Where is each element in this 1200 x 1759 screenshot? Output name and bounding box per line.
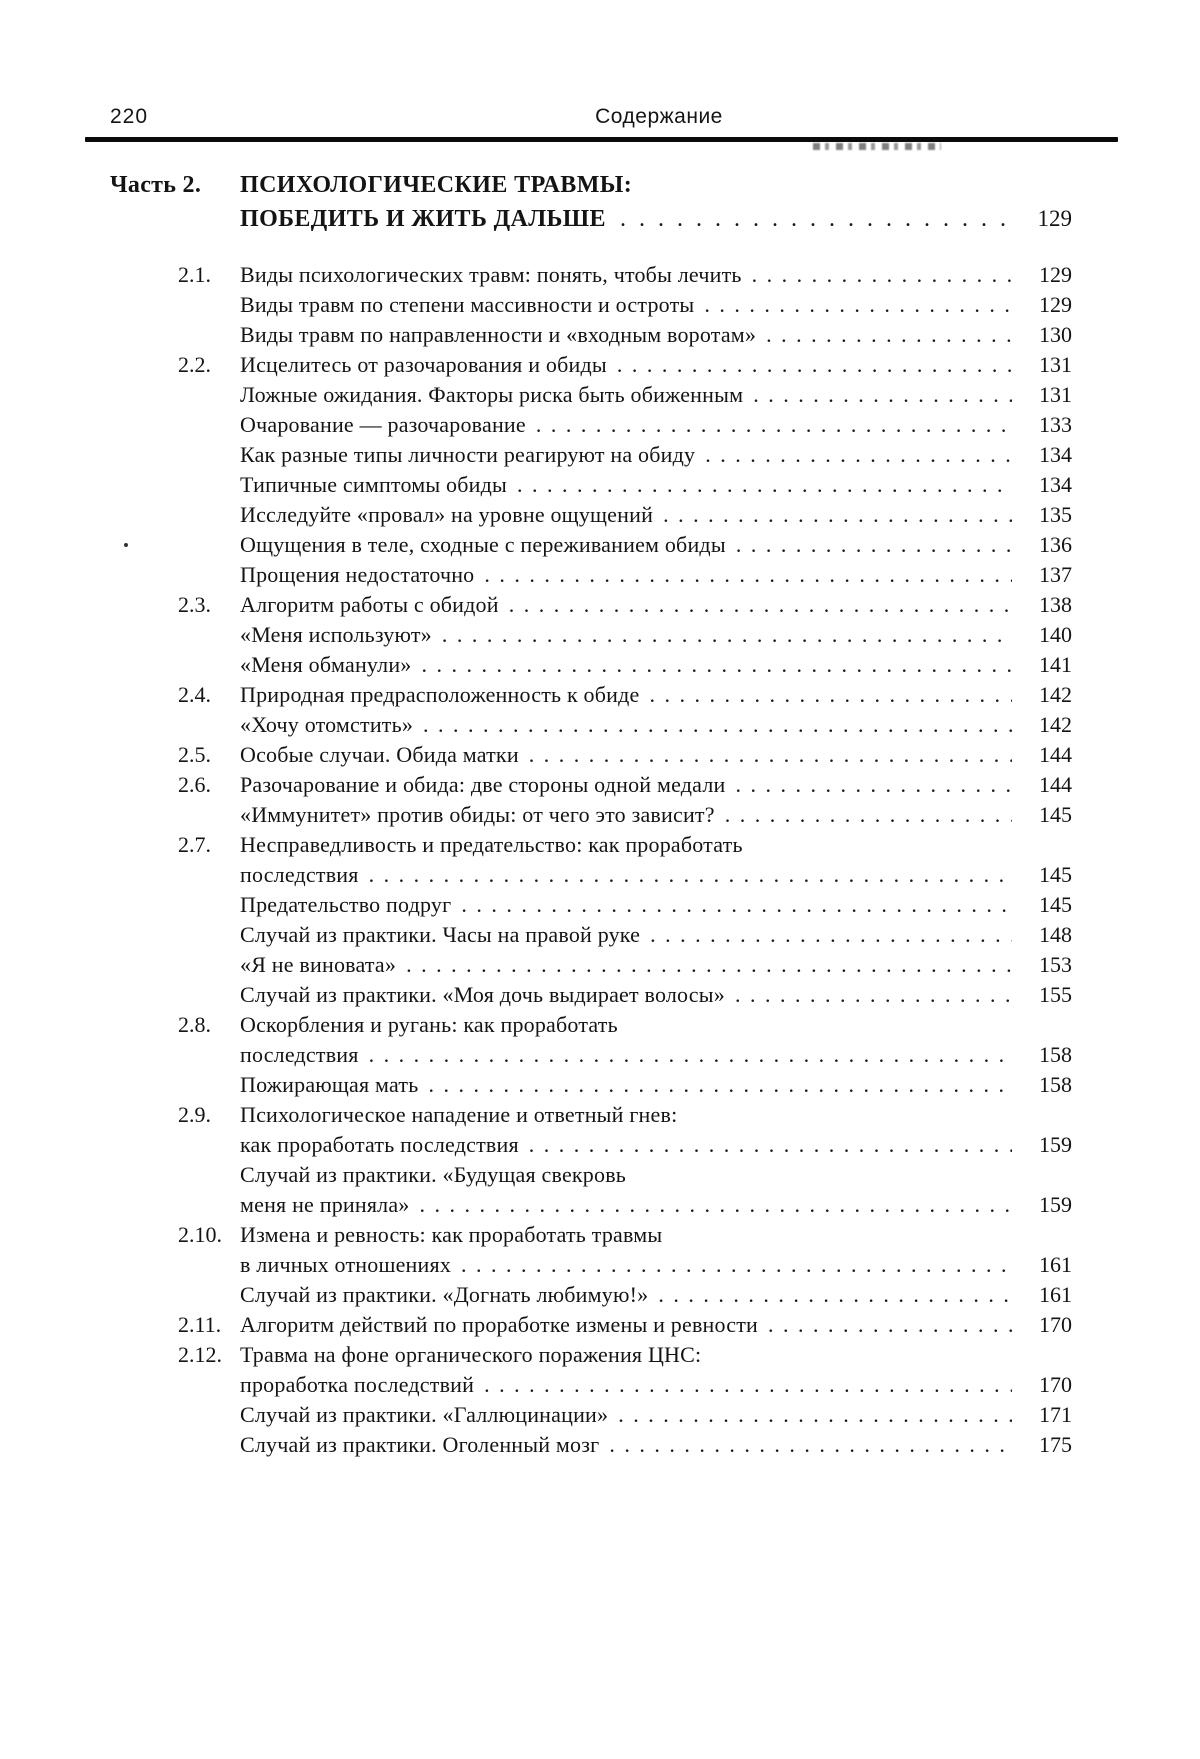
toc-row (178, 560, 1072, 590)
toc-entry-number: 2.3. (178, 592, 211, 617)
dot-leader (766, 320, 1012, 350)
toc-entry-text: проработка последствий (240, 1372, 475, 1397)
toc-entry-text: последствия (240, 862, 359, 887)
dot-leader (442, 620, 1012, 650)
toc-page-number: 171 (1039, 1402, 1072, 1427)
toc-page-number: 144 (1039, 772, 1072, 797)
toc-row (178, 1250, 1072, 1280)
toc-row (178, 1280, 1072, 1310)
part-heading (110, 169, 1072, 236)
toc-page-number: 161 (1039, 1282, 1072, 1307)
toc-page-number: 134 (1039, 442, 1072, 467)
bleedthrough-smudge (813, 143, 941, 150)
toc-row (178, 470, 1072, 500)
part-title-line-2: ПОБЕДИТЬ И ЖИТЬ ДАЛЬШЕ (240, 206, 606, 232)
toc-entry-text: Исцелитесь от разочарования и обиды (240, 352, 607, 377)
toc-entry-text: Несправедливость и предательство: как проработать (240, 832, 743, 857)
toc-row (178, 440, 1072, 470)
toc-row (178, 1430, 1072, 1460)
dot-leader (529, 740, 1012, 770)
dot-leader (658, 1280, 1012, 1310)
toc-entry-text: Предательство подруг (240, 892, 452, 917)
toc-entry-text: Случай из практики. Оголенный мозг (240, 1432, 600, 1457)
toc-entry-text: «Иммунитет» против обиды: от чего это зависит? (240, 802, 715, 827)
toc-entry-text: Прощения недостаточно (240, 562, 475, 587)
toc-page-number: 140 (1039, 622, 1072, 647)
toc-page-number: 142 (1039, 682, 1072, 707)
toc-row (178, 350, 1072, 380)
toc-entry-text: Типичные симптомы обиды (240, 472, 507, 497)
toc-row (178, 1100, 1072, 1130)
dot-leader (704, 290, 1012, 320)
toc-entry-text: Разочарование и обида: две стороны одной медали (240, 772, 726, 797)
toc-row (178, 980, 1072, 1010)
toc-row (178, 770, 1072, 800)
toc-row (178, 650, 1072, 680)
toc-row (178, 860, 1072, 890)
dot-leader (461, 1250, 1012, 1280)
toc-page-number: 161 (1039, 1252, 1072, 1277)
toc-row (178, 530, 1072, 560)
dot-leader (705, 440, 1012, 470)
toc-entry-number: 2.12. (178, 1342, 222, 1367)
dot-leader (752, 260, 1012, 290)
toc-entry-text: Ощущения в теле, сходные с переживанием обиды (240, 532, 726, 557)
dot-leader (369, 860, 1012, 890)
toc-row (178, 260, 1072, 290)
toc-row (178, 1160, 1072, 1190)
toc-entry-text: Травма на фоне органического поражения ЦНС: (240, 1342, 702, 1367)
toc-row (178, 1340, 1072, 1370)
toc-row (178, 410, 1072, 440)
toc-entry-text: Случай из практики. «Будущая свекровь (240, 1162, 627, 1187)
toc-page-number: 137 (1039, 562, 1072, 587)
toc-page-number: 141 (1039, 652, 1072, 677)
toc-row (178, 290, 1072, 320)
toc-page-number: 136 (1039, 532, 1072, 557)
toc-entry-number: 2.4. (178, 682, 211, 707)
dot-leader (420, 1190, 1013, 1220)
dot-leader (509, 590, 1012, 620)
toc-page-number: 131 (1039, 382, 1072, 407)
toc-entry-text: Виды травм по степени массивности и остроты (240, 292, 695, 317)
toc-entry-number: 2.9. (178, 1102, 211, 1127)
scan-artifact-dot (124, 543, 128, 547)
header-rule-container (85, 137, 1118, 142)
dot-leader (618, 1400, 1012, 1430)
toc-row (178, 680, 1072, 710)
dot-leader (735, 770, 1012, 800)
dot-leader (725, 800, 1012, 830)
toc-row (178, 920, 1072, 950)
toc-entry-text: «Я не виновата» (240, 952, 397, 977)
toc-page-number: 159 (1039, 1192, 1072, 1217)
toc-page-number: 158 (1039, 1042, 1072, 1067)
toc-entry-text: Случай из практики. «Галлюцинации» (240, 1402, 609, 1427)
toc-entry-number: 2.10. (178, 1222, 222, 1247)
toc-entry-text: Очарование — разочарование (240, 412, 526, 437)
toc-entry-number: 2.6. (178, 772, 211, 797)
toc-entry-number: 2.1. (178, 262, 211, 287)
toc-row (178, 380, 1072, 410)
dot-leader (663, 500, 1012, 530)
toc-entry-text: последствия (240, 1042, 359, 1067)
toc-entry-text: Случай из практики. Часы на правой руке (240, 922, 641, 947)
toc-entry-text: Исследуйте «провал» на уровне ощущений (240, 502, 654, 527)
dot-leader (461, 890, 1012, 920)
toc-entry-text: Оскорбления и ругань: как проработать (240, 1012, 618, 1037)
dot-leader (484, 560, 1012, 590)
toc-row (178, 620, 1072, 650)
dot-leader (517, 470, 1012, 500)
dot-leader (484, 1370, 1012, 1400)
toc-entry-number: 2.5. (178, 742, 211, 767)
toc-page-number: 145 (1039, 862, 1072, 887)
toc-page-number: 144 (1039, 742, 1072, 767)
toc-row (178, 890, 1072, 920)
toc-row (178, 590, 1072, 620)
dot-leader (649, 680, 1012, 710)
toc-entry-text: Случай из практики. «Догнать любимую!» (240, 1282, 649, 1307)
dot-leader (768, 1310, 1012, 1340)
toc-row (178, 500, 1072, 530)
toc-row (178, 1190, 1072, 1220)
toc-page-number: 135 (1039, 502, 1072, 527)
toc-row (178, 1220, 1072, 1250)
header-rule (85, 137, 1118, 142)
running-header (110, 104, 1072, 130)
dot-leader (620, 203, 1010, 236)
toc-row (178, 830, 1072, 860)
toc-row (178, 800, 1072, 830)
toc-row (178, 1130, 1072, 1160)
toc-entry-text: Особые случаи. Обида матки (240, 742, 519, 767)
toc-row (178, 1370, 1072, 1400)
toc-page-number: 145 (1039, 802, 1072, 827)
toc-page-number: 159 (1039, 1132, 1072, 1157)
toc-page-number: 129 (1039, 292, 1072, 317)
toc-page-number: 155 (1039, 982, 1072, 1007)
toc-entry-text: Алгоритм действий по проработке измены и ревности (240, 1312, 759, 1337)
toc-entry-number: 2.8. (178, 1012, 211, 1037)
dot-leader (428, 1070, 1012, 1100)
toc-entry-number: 2.7. (178, 832, 211, 857)
toc-page-number: 142 (1039, 712, 1072, 737)
toc-entry-text: Как разные типы личности реагируют на обиду (240, 442, 696, 467)
dot-leader (736, 530, 1012, 560)
toc-entry-text: Психологическое нападение и ответный гнев: (240, 1102, 678, 1127)
dot-leader (422, 650, 1012, 680)
toc-page-number: 175 (1039, 1432, 1072, 1457)
toc-page-number: 130 (1039, 322, 1072, 347)
dot-leader (617, 350, 1012, 380)
toc-entry-text: Ложные ожидания. Факторы риска быть обиженным (240, 382, 744, 407)
toc-row (178, 740, 1072, 770)
toc-page-number: 129 (1039, 262, 1072, 287)
toc-row (178, 1310, 1072, 1340)
running-title: Содержание (595, 105, 723, 128)
part-label: Часть 2. (110, 172, 202, 198)
dot-leader (753, 380, 1012, 410)
toc-entry-text: Пожирающая мать (240, 1072, 419, 1097)
toc-entry-text: Алгоритм работы с обидой (240, 592, 499, 617)
toc-entry-text: Природная предрасположенность к обиде (240, 682, 640, 707)
toc-entry-number: 2.2. (178, 352, 211, 377)
toc-entry-text: Измена и ревность: как проработать травмы (240, 1222, 663, 1247)
toc-page-number: 138 (1039, 592, 1072, 617)
toc-list (178, 260, 1072, 1460)
toc-row (178, 1040, 1072, 1070)
toc-page-number: 134 (1039, 472, 1072, 497)
part-page-number: 129 (1037, 206, 1072, 231)
toc-entry-text: Виды травм по направленности и «входным воротам» (240, 322, 757, 347)
toc-row (178, 1400, 1072, 1430)
toc-row (178, 710, 1072, 740)
toc-page-number: 158 (1039, 1072, 1072, 1097)
dot-leader (406, 950, 1012, 980)
toc-row (178, 950, 1072, 980)
running-page-number: 220 (110, 105, 149, 128)
toc-entry-text: меня не приняла» (240, 1192, 410, 1217)
dot-leader (735, 980, 1012, 1010)
dot-leader (529, 1130, 1012, 1160)
dot-leader (609, 1430, 1012, 1460)
toc-entry-text: в личных отношениях (240, 1252, 452, 1277)
toc-entry-text: как проработать последствия (240, 1132, 519, 1157)
toc-entry-text: «Меня используют» (240, 622, 432, 647)
toc-page-number: 153 (1039, 952, 1072, 977)
toc-entry-text: «Меня обманули» (240, 652, 412, 677)
toc-row (178, 1070, 1072, 1100)
toc-page-number: 170 (1039, 1372, 1072, 1397)
dot-leader (369, 1040, 1012, 1070)
toc-row (178, 1010, 1072, 1040)
toc-entry-text: Случай из практики. «Моя дочь выдирает волосы» (240, 982, 725, 1007)
dot-leader (423, 710, 1012, 740)
part-title-line-1: ПСИХОЛОГИЧЕСКИЕ ТРАВМЫ: (240, 172, 633, 198)
toc-page-number: 170 (1039, 1312, 1072, 1337)
dot-leader (536, 410, 1012, 440)
toc-entry-text: Виды психологических травм: понять, чтобы лечить (240, 262, 742, 287)
toc-entry-number: 2.11. (178, 1312, 222, 1337)
toc-page-number: 148 (1039, 922, 1072, 947)
toc-page-number: 131 (1039, 352, 1072, 377)
toc-page-number: 133 (1039, 412, 1072, 437)
toc-row (178, 320, 1072, 350)
dot-leader (650, 920, 1012, 950)
toc-entry-text: «Хочу отомстить» (240, 712, 414, 737)
toc-page-number: 145 (1039, 892, 1072, 917)
